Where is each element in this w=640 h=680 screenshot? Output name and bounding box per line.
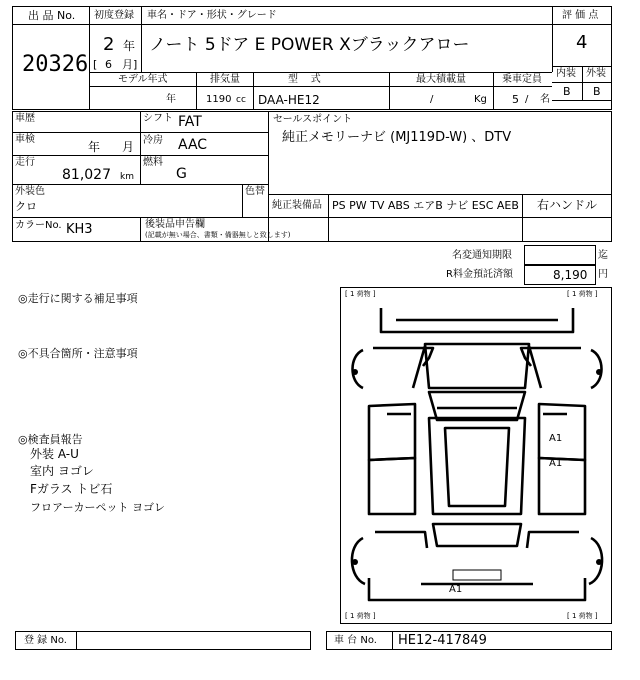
type-value: DAA-HE12: [258, 93, 320, 107]
sales-point-label: セールスポイント: [273, 114, 353, 125]
color-no-label: カラーNo.: [15, 220, 62, 231]
defects-title: ◎不具合箇所・注意事項: [18, 347, 138, 360]
car-body-diagram: [341, 288, 613, 625]
damage-mark: A1: [449, 584, 463, 595]
name-change-unit: 迄: [598, 250, 608, 261]
displacement-unit: cc: [236, 95, 246, 105]
name-change-box: [524, 245, 596, 265]
reg-no-label: 登 録 No.: [24, 635, 67, 646]
lot-label: 出 品 No.: [28, 9, 76, 22]
diagram-tag-top-right: [ 1 荷物 ]: [567, 290, 598, 298]
exterior-color-label: 外装色: [15, 186, 45, 197]
inspector-line: Fガラス トビ石: [30, 482, 113, 496]
exterior-color-value: クロ: [15, 200, 37, 213]
exterior-grade: B: [593, 85, 601, 98]
capacity-unit: 名: [540, 94, 550, 105]
inspection-month-unit: 月: [122, 140, 135, 154]
mileage-unit: km: [120, 172, 134, 182]
damage-diagram: [340, 287, 612, 624]
inspector-title: ◎検査員報告: [18, 433, 83, 446]
damage-mark: A1: [549, 458, 563, 469]
repaint-label: 色替: [245, 186, 265, 197]
type-label: 型 式: [288, 74, 321, 85]
first-reg-month: 6: [105, 58, 112, 71]
score-label: 評 価 点: [562, 10, 599, 21]
equipment-value: PS PW TV ABS エアB ナビ ESC AEB: [332, 199, 519, 212]
car-name-label: 車名・ドア・形状・グレード: [147, 10, 277, 21]
displacement-label: 排気量: [210, 74, 240, 85]
first-reg-year: 2: [103, 34, 115, 55]
driving-notes-title: ◎走行に関する補足事項: [18, 292, 138, 305]
first-reg-year-unit: 年: [123, 39, 136, 53]
equipment-label: 純正装備品: [272, 200, 322, 211]
first-reg-month-bracket: [: [93, 58, 98, 71]
capacity-label: 乗車定員: [502, 74, 542, 85]
exterior-grade-label: 外装: [586, 68, 606, 79]
max-load-unit: Kg: [474, 94, 487, 105]
inspection-label: 車検: [15, 134, 35, 145]
damage-mark: A1: [549, 433, 563, 444]
capacity-slash: /: [525, 94, 529, 105]
recycle-unit: 円: [598, 269, 608, 280]
model-year-label: モデル年式: [118, 74, 168, 85]
sales-point-value: 純正メモリーナビ (MJ119D-W) 、DTV: [282, 130, 512, 145]
interior-grade-label: 内装: [556, 68, 576, 79]
first-reg-label: 初度登録: [94, 10, 134, 21]
aftermarket-note: (記載が無い場合、書類・備器無しと致します): [145, 231, 291, 239]
displacement-value: 1190: [206, 94, 232, 105]
inspector-line: 外装 A-U: [30, 447, 79, 461]
max-load-label: 最大積載量: [416, 74, 466, 85]
max-load-slash: /: [430, 94, 434, 105]
mileage-value: 81,027: [62, 167, 111, 183]
first-reg-month-unit: 月]: [122, 58, 138, 71]
lot-number: 20326: [22, 52, 89, 77]
diagram-tag-bottom-right: [ 1 荷物 ]: [567, 612, 598, 620]
diagram-tag-bottom-left: [ 1 荷物 ]: [345, 612, 376, 620]
recycle-label: R料金預託済額: [446, 269, 513, 280]
steering-value: 右ハンドル: [537, 198, 598, 212]
score-value: 4: [576, 32, 588, 53]
ac-label: 冷房: [143, 135, 163, 146]
fuel-value: G: [176, 166, 187, 182]
inspector-line: 室内 ヨゴレ: [30, 464, 94, 478]
shift-label: シフト: [143, 113, 173, 124]
chassis-value: HE12-417849: [398, 633, 487, 648]
aftermarket-label: 後装品申告欄: [145, 219, 205, 230]
model-year-unit: 年: [166, 94, 176, 105]
interior-grade: B: [563, 85, 571, 98]
capacity-value: 5: [512, 93, 519, 106]
recycle-value: 8,190: [553, 268, 588, 282]
diagram-tag-top-left: [ 1 荷物 ]: [345, 290, 376, 298]
name-change-label: 名変通知期限: [452, 250, 512, 261]
color-no-value: KH3: [66, 222, 93, 237]
chassis-label: 車 台 No.: [334, 635, 377, 646]
inspector-line: フロアーカーペット ヨゴレ: [30, 501, 165, 514]
ac-value: AAC: [178, 137, 208, 153]
inspection-year-unit: 年: [88, 140, 101, 154]
car-name: ノート 5ドア E POWER Xブラックアロー: [149, 35, 470, 55]
mileage-label: 走行: [15, 157, 35, 168]
shift-value: FAT: [178, 114, 202, 130]
fuel-label: 燃料: [143, 157, 163, 168]
history-label: 車歴: [15, 113, 35, 124]
